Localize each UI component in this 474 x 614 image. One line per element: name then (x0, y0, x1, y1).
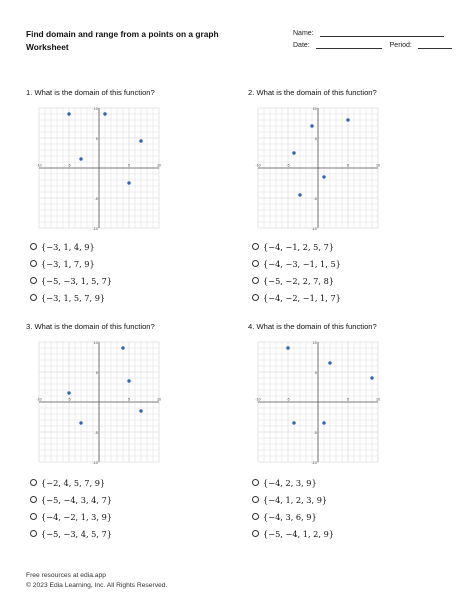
y-tick-label: 5 (314, 136, 317, 141)
name-field[interactable] (293, 30, 444, 37)
option-text: {−3, 1, 4, 9} (41, 241, 95, 252)
option-3d[interactable] (30, 525, 112, 542)
x-tick-label: 5 (347, 397, 349, 402)
option-text: {−4, 3, 6, 9} (263, 511, 317, 522)
question-2-graph (252, 104, 384, 232)
option-3a[interactable] (30, 474, 112, 491)
radio-button[interactable] (30, 496, 37, 503)
option-2a[interactable] (252, 238, 341, 255)
period-label: Period: (389, 42, 412, 49)
option-text: {−5, −2, 2, 7, 8} (263, 275, 335, 286)
radio-button[interactable] (252, 479, 259, 486)
option-4a[interactable] (252, 474, 334, 491)
data-point (67, 112, 70, 115)
radio-button[interactable] (252, 243, 259, 250)
question-1-prompt: 1. What is the domain of this function? (26, 88, 155, 97)
x-tick-label: 5 (128, 163, 130, 168)
option-text: {−4, 1, 2, 3, 9} (263, 494, 328, 505)
name-line[interactable] (320, 36, 444, 37)
title-line-2: Worksheet (26, 42, 69, 52)
question-2-options (252, 238, 341, 306)
option-text: {−4, −2, −1, 1, 7} (263, 292, 341, 303)
x-tick-label: -10 (255, 163, 261, 168)
date-line[interactable] (316, 48, 382, 49)
option-1d[interactable] (30, 289, 112, 306)
radio-button[interactable] (30, 277, 37, 284)
y-tick-label: -10 (311, 226, 317, 231)
option-1c[interactable] (30, 272, 112, 289)
option-text: {−3, 1, 5, 7, 9} (41, 292, 106, 303)
data-point (370, 376, 373, 379)
x-tick-label: -5 (67, 163, 71, 168)
option-4c[interactable] (252, 508, 334, 525)
x-tick-label: -10 (255, 397, 261, 402)
y-tick-label: -10 (92, 460, 98, 465)
option-text: {−4, −3, −1, 1, 5} (263, 258, 341, 269)
x-tick-label: 10 (376, 163, 380, 168)
y-tick-label: 10 (93, 106, 98, 111)
data-point (79, 421, 82, 424)
option-text: {−4, 2, 3, 9} (263, 477, 317, 488)
data-point (121, 346, 124, 349)
y-tick-label: 10 (93, 340, 98, 345)
radio-button[interactable] (252, 530, 259, 537)
radio-button[interactable] (30, 260, 37, 267)
data-point (127, 181, 130, 184)
x-tick-label: 10 (157, 163, 161, 168)
data-point (67, 391, 70, 394)
coordinate-grid (252, 338, 384, 466)
x-tick-label: -5 (286, 397, 290, 402)
question-4-graph (252, 338, 384, 466)
option-text: {−4, −2, 1, 3, 9} (41, 511, 113, 522)
radio-button[interactable] (30, 479, 37, 486)
coordinate-grid (33, 104, 165, 232)
y-tick-label: -10 (311, 460, 317, 465)
data-point (298, 193, 301, 196)
radio-button[interactable] (252, 260, 259, 267)
radio-button[interactable] (30, 530, 37, 537)
question-3-graph (33, 338, 165, 466)
data-point (328, 361, 331, 364)
question-1-graph (33, 104, 165, 232)
data-point (322, 175, 325, 178)
data-point (103, 112, 106, 115)
date-label: Date: (293, 42, 310, 49)
question-3-prompt: 3. What is the domain of this function? (26, 322, 155, 331)
data-point (286, 346, 289, 349)
option-3c[interactable] (30, 508, 112, 525)
option-text: {−4, −1, 2, 5, 7} (263, 241, 335, 252)
x-tick-label: -5 (67, 397, 71, 402)
question-2-prompt: 2. What is the domain of this function? (248, 88, 377, 97)
radio-button[interactable] (252, 513, 259, 520)
question-3-options (30, 474, 112, 542)
coordinate-grid (33, 338, 165, 466)
data-point (79, 157, 82, 160)
coordinate-grid (252, 104, 384, 232)
x-tick-label: 10 (376, 397, 380, 402)
data-point (127, 379, 130, 382)
x-tick-label: -5 (286, 163, 290, 168)
date-period-fields (293, 42, 452, 49)
y-tick-label: -5 (94, 430, 98, 435)
option-text: {−5, −3, 1, 5, 7} (41, 275, 113, 286)
footer (26, 571, 167, 591)
radio-button[interactable] (30, 513, 37, 520)
y-tick-label: 5 (95, 370, 98, 375)
y-tick-label: 5 (95, 136, 98, 141)
y-tick-label: -5 (313, 430, 317, 435)
option-2d[interactable] (252, 289, 341, 306)
data-point (310, 124, 313, 127)
radio-button[interactable] (252, 294, 259, 301)
option-text: {−3, 1, 7, 9} (41, 258, 95, 269)
x-tick-label: -10 (36, 397, 42, 402)
x-tick-label: 5 (347, 163, 349, 168)
x-tick-label: 10 (157, 397, 161, 402)
question-1-options (30, 238, 112, 306)
worksheet-title (26, 28, 219, 54)
name-label: Name: (293, 30, 314, 37)
data-point (139, 139, 142, 142)
radio-button[interactable] (30, 243, 37, 250)
option-4b[interactable] (252, 491, 334, 508)
data-point (139, 409, 142, 412)
period-line[interactable] (418, 48, 452, 49)
data-point (292, 421, 295, 424)
question-4-options (252, 474, 334, 542)
data-point (346, 118, 349, 121)
option-text: {−5, −4, 1, 2, 9} (263, 528, 335, 539)
footer-link[interactable]: Free resources at edia.app (26, 572, 106, 579)
title-line-1: Find domain and range from a points on a graph (26, 29, 219, 39)
footer-copyright: © 2023 Edia Learning, Inc. All Rights Reserved. (26, 582, 168, 589)
option-1b[interactable] (30, 255, 112, 272)
option-1a[interactable] (30, 238, 112, 255)
radio-button[interactable] (252, 277, 259, 284)
y-tick-label: -5 (313, 196, 317, 201)
y-tick-label: -10 (92, 226, 98, 231)
option-3b[interactable] (30, 491, 112, 508)
data-point (322, 421, 325, 424)
x-tick-label: -10 (36, 163, 42, 168)
option-text: {−5, −4, 3, 4, 7} (41, 494, 113, 505)
y-tick-label: 10 (312, 106, 317, 111)
option-2c[interactable] (252, 272, 341, 289)
option-text: {−5, −3, 4, 5, 7} (41, 528, 113, 539)
y-tick-label: 5 (314, 370, 317, 375)
option-4d[interactable] (252, 525, 334, 542)
radio-button[interactable] (252, 496, 259, 503)
x-tick-label: 5 (128, 397, 130, 402)
option-2b[interactable] (252, 255, 341, 272)
question-4-prompt: 4. What is the domain of this function? (248, 322, 377, 331)
y-tick-label: 10 (312, 340, 317, 345)
data-point (292, 151, 295, 154)
radio-button[interactable] (30, 294, 37, 301)
option-text: {−2, 4, 5, 7, 9} (41, 477, 106, 488)
y-tick-label: -5 (94, 196, 98, 201)
